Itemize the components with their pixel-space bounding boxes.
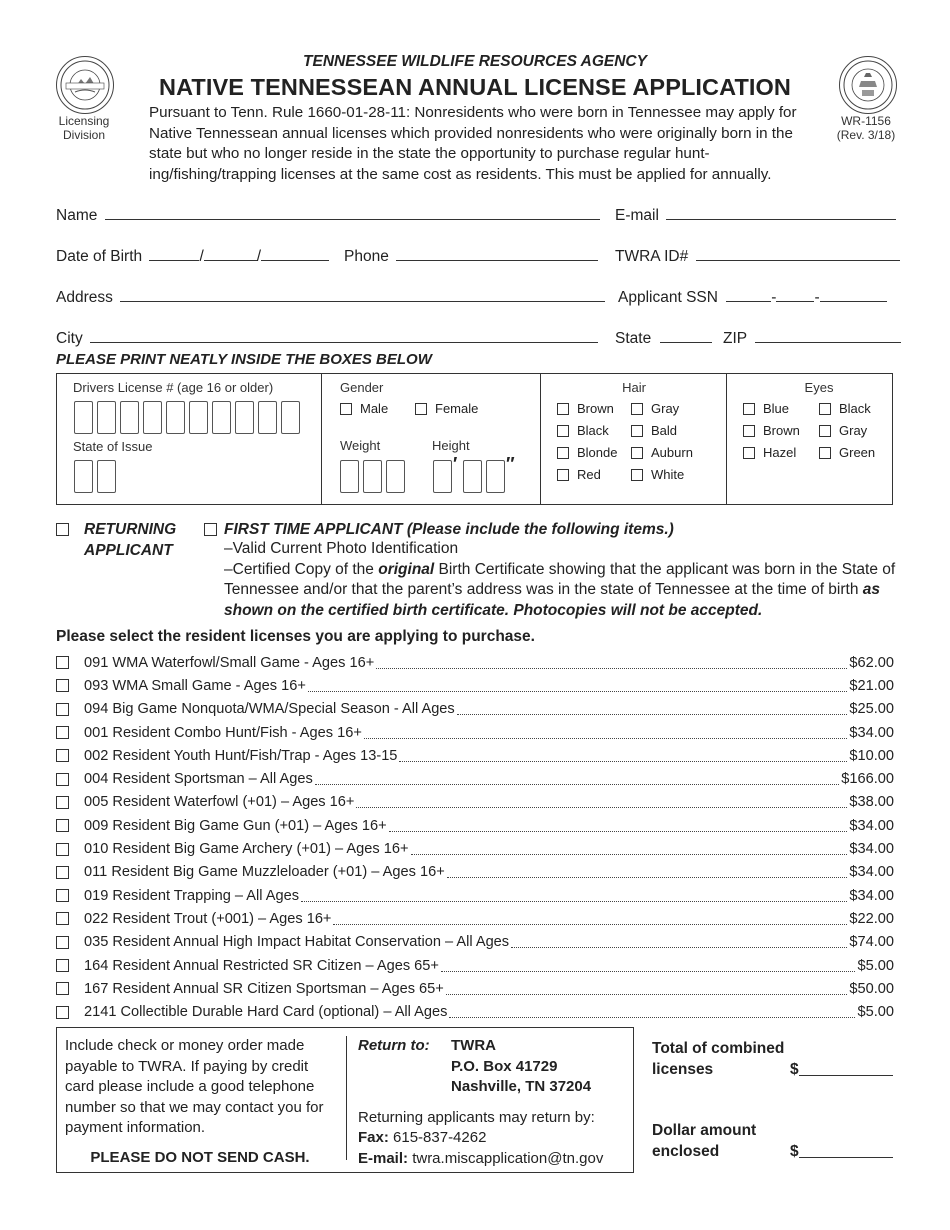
license-price: $34.00 [849,724,894,741]
weight-digit-box[interactable] [340,460,359,493]
height-inches-box[interactable] [463,460,482,493]
license-item[interactable] [56,931,894,954]
license-name: 035 Resident Annual High Impact Habitat Conservation – All Ages [84,934,510,951]
license-checkbox[interactable] [56,796,69,809]
license-checkbox[interactable] [56,889,69,902]
license-item[interactable] [56,791,894,814]
license-digit-box[interactable] [212,401,231,434]
dob-field[interactable]: Date of Birth / / [56,245,329,266]
license-price: $21.00 [849,677,894,694]
name-field[interactable]: Name [56,204,600,225]
first-time-applicant-option[interactable]: FIRST TIME APPLICANT (Please include the following items.) [204,520,674,541]
dot-leader [333,913,847,925]
license-price: $50.00 [849,980,894,997]
license-checkbox[interactable] [56,819,69,832]
dot-leader [308,680,848,692]
license-checkbox[interactable] [56,679,69,692]
state-field[interactable]: State [615,327,712,348]
hair-white-checkbox[interactable]: White [631,467,684,482]
license-name: 002 Resident Youth Hunt/Fish/Trap - Ages 13-15 [84,747,398,764]
eyes-gray-checkbox[interactable]: Gray [819,423,867,438]
license-name: 094 Big Game Nonquota/WMA/Special Season - All Ages [84,701,455,718]
payment-return-box [56,1027,634,1173]
licensing-division-caption: Licensing Division [58,114,110,142]
license-digit-box[interactable] [143,401,162,434]
dot-leader [376,657,847,669]
license-price: $62.00 [849,654,894,671]
dollar-amount-enclosed-field[interactable]: Dollar amount enclosed $ [652,1121,894,1162]
license-name: 164 Resident Annual Restricted SR Citizen – Ages 65+ [84,957,439,974]
dob-month-input[interactable] [149,245,199,261]
license-item[interactable] [56,674,894,697]
license-name: 091 WMA Waterfowl/Small Game - Ages 16+ [84,654,375,671]
footer-divider [346,1036,347,1160]
license-selection-heading: Please select the resident licenses you are applying to purchase. [56,628,535,645]
first-time-requirements: –Valid Current Photo Identification –Certified Copy of the original Birth Certificate showing that the applicant was born in the State of Tennessee and/or that the parent’s address was in the state of Tennessee at the time of birth as shown on the certified birth certificate. Photocopies will not be accepted. [224,540,896,619]
license-price: $34.00 [849,841,894,858]
license-name: 011 Resident Big Game Muzzleloader (+01) – Ages 16+ [84,864,445,881]
return-email: twra.miscapplication@tn.gov [412,1149,604,1167]
hair-red-checkbox[interactable]: Red [557,467,601,482]
license-list [56,651,894,1024]
zip-field[interactable]: ZIP [723,327,901,348]
phone-input[interactable] [396,245,598,261]
license-item[interactable] [56,651,894,674]
license-checkbox[interactable] [56,749,69,762]
height-inches-box[interactable] [486,460,505,493]
license-item[interactable] [56,954,894,977]
dot-leader [511,936,847,948]
eyes-hazel-checkbox[interactable]: Hazel [743,445,796,460]
dot-leader [441,960,856,972]
license-digit-box[interactable] [120,401,139,434]
ssn-part3-input[interactable] [820,286,887,302]
license-checkbox[interactable] [56,866,69,879]
ssn-part2-input[interactable] [776,286,814,302]
license-digit-box[interactable] [235,401,254,434]
zip-input[interactable] [755,327,901,343]
gender-male-checkbox[interactable]: Male [340,401,388,416]
license-digit-box[interactable] [74,401,93,434]
license-item[interactable] [56,884,894,907]
dob-year-input[interactable] [261,245,329,261]
hair-black-checkbox[interactable]: Black [557,423,609,438]
hair-cell: Hair Brown Gray Black Bald Blonde Auburn Red White [541,374,727,504]
license-digit-box[interactable] [258,401,277,434]
license-name: 019 Resident Trapping – All Ages [84,887,300,904]
dot-leader [399,750,847,762]
dot-leader [364,727,848,739]
dollar-amount-input[interactable] [799,1142,893,1158]
twra-id-input[interactable] [696,245,900,261]
license-digit-box[interactable] [189,401,208,434]
dot-leader [447,866,848,878]
eyes-blue-checkbox[interactable]: Blue [743,401,789,416]
license-price: $34.00 [849,864,894,881]
eyes-green-checkbox[interactable]: Green [819,445,875,460]
dot-leader [301,890,847,902]
no-cash-notice: PLEASE DO NOT SEND CASH. [90,1148,310,1166]
hair-blonde-checkbox[interactable]: Blonde [557,445,617,460]
name-input[interactable] [105,204,600,220]
license-digit-box[interactable] [97,401,116,434]
license-name: 009 Resident Big Game Gun (+01) – Ages 16+ [84,817,387,834]
print-neatly-heading: PLEASE PRINT NEATLY INSIDE THE BOXES BELOW [56,351,432,368]
license-checkbox[interactable] [56,773,69,786]
address-input[interactable] [120,286,605,302]
license-name: 093 WMA Small Game - Ages 16+ [84,677,306,694]
height-feet-box[interactable] [433,460,452,493]
license-item[interactable] [56,744,894,767]
city-field[interactable]: City [56,327,598,348]
license-checkbox[interactable] [56,982,69,995]
license-item[interactable] [56,698,894,721]
license-digit-box[interactable] [166,401,185,434]
phone-field[interactable]: Phone [344,245,598,266]
dot-leader [389,820,848,832]
license-name: 022 Resident Trout (+001) – Ages 16+ [84,910,332,927]
state-input[interactable] [660,327,712,343]
license-price: $38.00 [849,794,894,811]
address-field[interactable]: Address [56,286,605,307]
first-time-applicant-checkbox[interactable] [204,523,217,536]
hair-gray-checkbox[interactable]: Gray [631,401,679,416]
gender-cell: Gender Male Female Weight Height ′ ″ [322,374,541,504]
hair-auburn-checkbox[interactable]: Auburn [631,445,693,460]
license-checkbox[interactable] [56,843,69,856]
hair-bald-checkbox[interactable]: Bald [631,423,677,438]
license-item[interactable] [56,814,894,837]
dot-leader [315,773,839,785]
returning-applicant-option[interactable]: RETURNING APPLICANT [56,520,176,561]
dot-leader [449,1006,855,1018]
license-price: $25.00 [849,701,894,718]
dot-leader [446,983,848,995]
license-item[interactable] [56,767,894,790]
hair-brown-checkbox[interactable]: Brown [557,401,614,416]
license-price: $166.00 [841,771,894,788]
license-name: 2141 Collectible Durable Hard Card (optional) – All Ages [84,1004,448,1021]
license-price: $22.00 [849,910,894,927]
total-combined-licenses-field[interactable]: Total of combined licenses $ [652,1039,894,1080]
identification-box-grid [56,373,893,505]
license-name: 010 Resident Big Game Archery (+01) – Ages 16+ [84,841,409,858]
email-input[interactable] [666,204,896,220]
license-item[interactable] [56,837,894,860]
dot-leader [411,843,848,855]
intro-paragraph: Pursuant to Tenn. Rule 1660-01-28-11: Nonresidents who were born in Tennessee may apply for Native Tennessean annual licenses which provided nonresidents who were originally born in the state but who no longer reside in the state the opportunity to purchase regular hunt-ing/fishing/trapping licenses at the same cost as residents. This must be applied for annually. [149,104,797,183]
weight-digit-box[interactable] [386,460,405,493]
license-price: $34.00 [849,887,894,904]
license-item[interactable] [56,977,894,1000]
license-price: $10.00 [849,747,894,764]
license-item[interactable] [56,1000,894,1023]
twra-id-field[interactable]: TWRA ID# [615,245,900,266]
license-checkbox[interactable] [56,726,69,739]
license-price: $5.00 [857,957,894,974]
license-price: $74.00 [849,934,894,951]
license-checkbox[interactable] [56,912,69,925]
ssn-part1-input[interactable] [726,286,771,302]
license-item[interactable] [56,721,894,744]
license-name: 004 Resident Sportsman – All Ages [84,771,313,788]
return-address: Return to: TWRA P.O. Box 41729 Nashville, TN 37204 Returning applicants may return by: Fax: 615-837-4262 E-mail: twra.miscapplication@tn.gov [358,1037,604,1167]
dot-leader [457,703,848,715]
agency-name: TENNESSEE WILDLIFE RESOURCES AGENCY [303,53,647,70]
dot-leader [356,796,847,808]
gender-female-checkbox[interactable]: Female [415,401,478,416]
eyes-black-checkbox[interactable]: Black [819,401,871,416]
email-field[interactable]: E-mail [615,204,896,225]
license-item[interactable] [56,907,894,930]
license-name: 167 Resident Annual SR Citizen Sportsman – Ages 65+ [84,980,444,997]
state-of-issue-box[interactable] [74,460,93,493]
license-checkbox[interactable] [56,936,69,949]
drivers-license-cell: Drivers License # (age 16 or older) State of Issue [57,374,322,504]
form-number: WR-1156 (Rev. 3/18) [836,114,896,142]
returning-applicant-checkbox[interactable] [56,523,69,536]
license-checkbox[interactable] [56,1006,69,1019]
eyes-brown-checkbox[interactable]: Brown [743,423,800,438]
dob-day-input[interactable] [204,245,257,261]
ssn-field[interactable]: Applicant SSN - - [618,286,887,307]
state-of-issue-box[interactable] [97,460,116,493]
payment-instructions: Include check or money order made payable to TWRA. If paying by credit card please include a good telephone number so that we may contact you for payment information. PLEASE DO NOT SEND CASH. [65,1036,335,1168]
weight-digit-box[interactable] [363,460,382,493]
fax-number: 615-837-4262 [393,1129,487,1146]
license-digit-box[interactable] [281,401,300,434]
total-amount-input[interactable] [799,1060,893,1076]
license-item[interactable] [56,861,894,884]
eyes-cell: Eyes Blue Black Brown Gray Hazel Green [727,374,891,504]
city-input[interactable] [90,327,598,343]
license-checkbox[interactable] [56,703,69,716]
license-checkbox[interactable] [56,656,69,669]
license-name: 005 Resident Waterfowl (+01) – Ages 16+ [84,794,355,811]
license-name: 001 Resident Combo Hunt/Fish - Ages 16+ [84,724,362,741]
page-title: NATIVE TENNESSEAN ANNUAL LICENSE APPLICATION [159,74,791,100]
license-price: $34.00 [849,817,894,834]
license-checkbox[interactable] [56,959,69,972]
license-price: $5.00 [857,1004,894,1021]
